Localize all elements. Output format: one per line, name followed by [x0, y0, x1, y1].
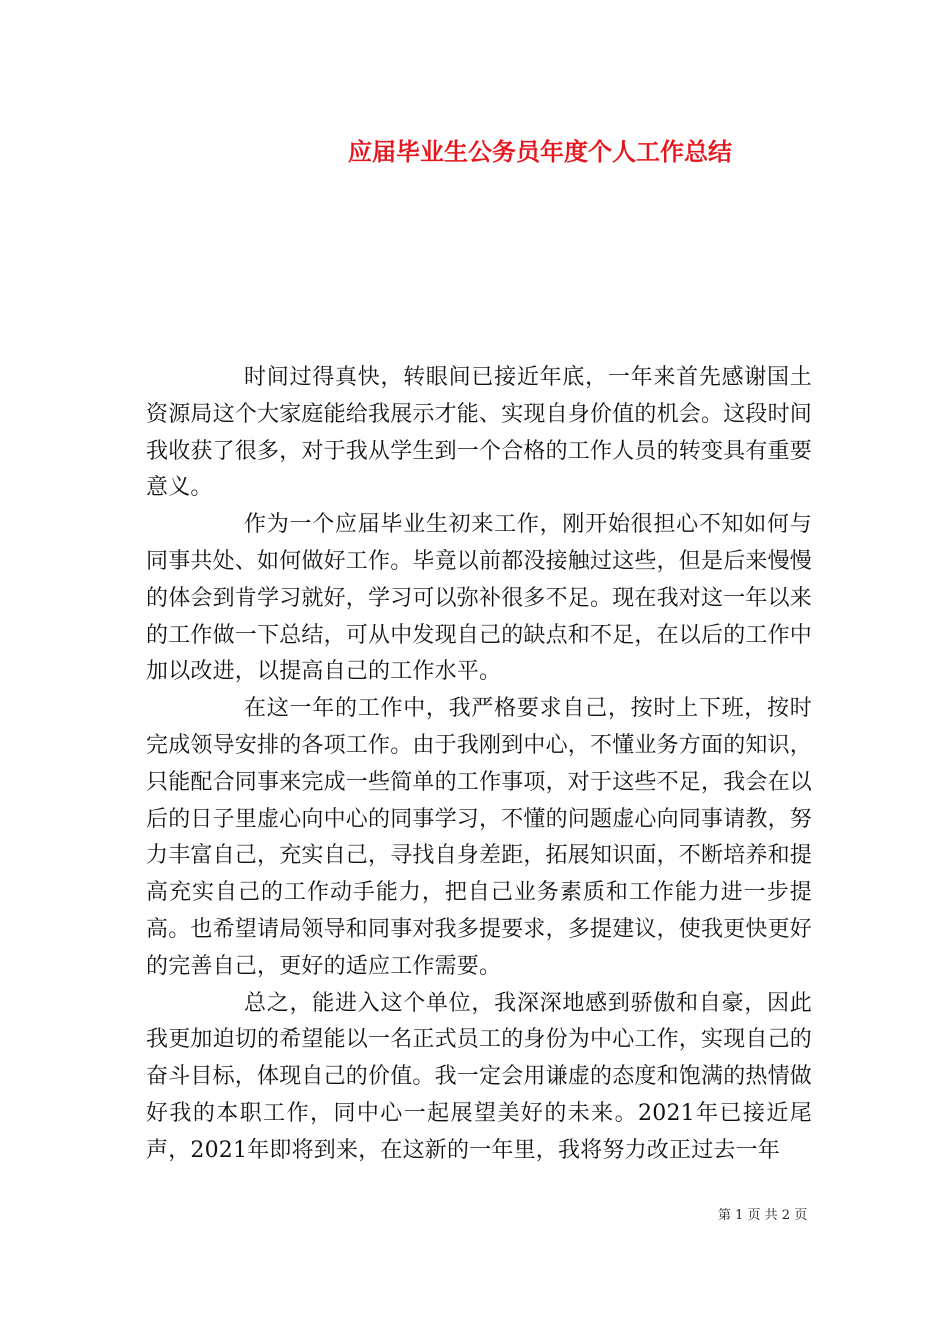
paragraph-4: 总之，能进入这个单位，我深深地感到骄傲和自豪，因此我更加迫切的希望能以一名正式员工的身份为中心工作，实现自己的奋斗目标，体现自己的价值。我一定会用谦虚的态度和饱满的热情做好我的本职工作，同中心一起展望美好的未来。2021年已接近尾声，2021年即将到来，在这新的一年里，我将努力改正过去一年 [146, 990, 813, 1163]
paragraph-2: 作为一个应届毕业生初来工作，刚开始很担心不知如何与同事共处、如何做好工作。毕竟以前都没接触过这些，但是后来慢慢的体会到肯学习就好，学习可以弥补很多不足。现在我对这一年以来的工作做一下总结，可从中发现自己的缺点和不足，在以后的工作中加以改进，以提高自己的工作水平。 [146, 512, 813, 685]
document-body [146, 360, 812, 1170]
page-number: 第 1 页 共 2 页 [718, 1208, 808, 1223]
document-title: 应届毕业生公务员年度个人工作总结 [348, 138, 732, 166]
paragraph-3: 在这一年的工作中，我严格要求自己，按时上下班，按时完成领导安排的各项工作。由于我刚到中心，不懂业务方面的知识，只能配合同事来完成一些简单的工作事项，对于这些不足，我会在以后的日子里虚心向中心的同事学习，不懂的问题虚心向同事请教，努力丰富自己，充实自己，寻找自身差距，拓展知识面，不断培养和提高充实自己的工作动手能力，把自己业务素质和工作能力进一步提高。也希望请局领导和同事对我多提要求，多提建议，使我更快更好的完善自己，更好的适应工作需要。 [146, 696, 813, 979]
paragraph-1: 时间过得真快，转眼间已接近年底，一年来首先感谢国土资源局这个大家庭能给我展示才能、实现自身价值的机会。这段时间我收获了很多，对于我从学生到一个合格的工作人员的转变具有重要意义。 [146, 365, 813, 501]
